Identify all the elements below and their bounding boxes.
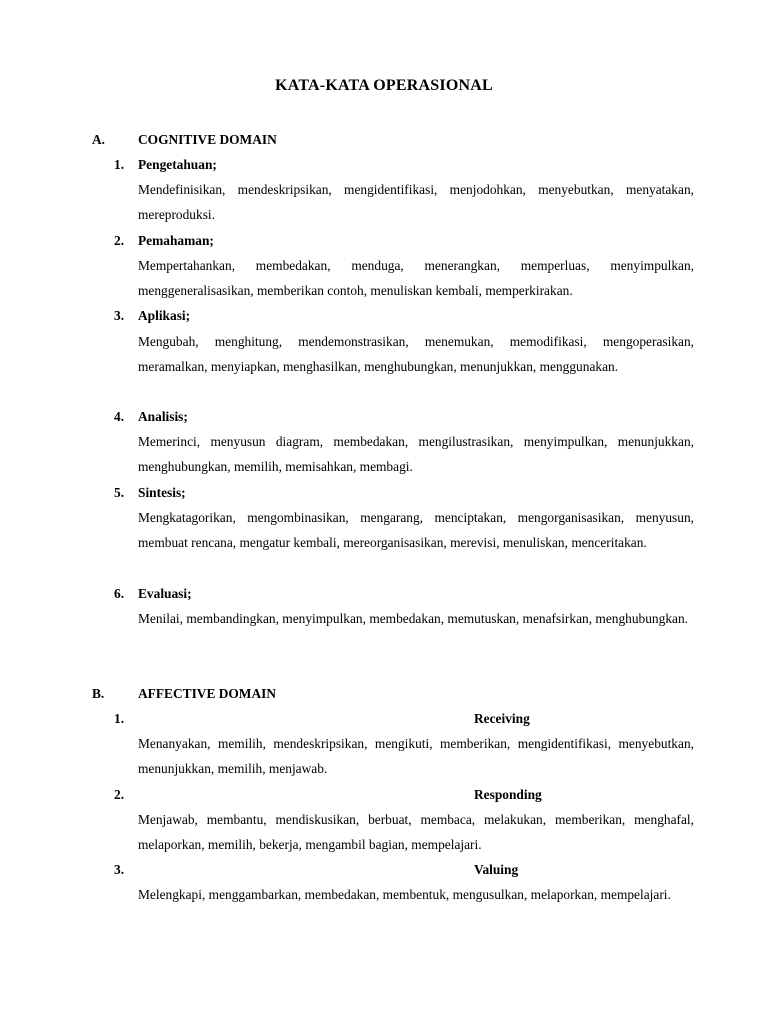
item-number: 3. (114, 862, 125, 877)
item-label: Analisis; (138, 409, 188, 424)
item-description: Menjawab, membantu, mendiskusikan, berbuat, membaca, melakukan, memberikan, menghafal, melaporkan, memilih, bekerja, mengambil bagian, mempelajari. (138, 812, 694, 853)
section-name: COGNITIVE DOMAIN (138, 132, 277, 147)
item-description: Menilai, membandingkan, menyimpulkan, membedakan, memutuskan, menafsirkan, menghubungkan. (138, 611, 689, 626)
item-label: Evaluasi; (138, 586, 192, 601)
item-label: Sintesis; (138, 485, 186, 500)
item-number: 2. (114, 233, 125, 248)
item-description: Memerinci, menyusun diagram, membedakan, mengilustrasikan, menyimpulkan, menunjukkan, menghubungkan, memilih, memisahkan, membagi. (138, 434, 694, 475)
item-description: Melengkapi, menggambarkan, membedakan, membentuk, mengusulkan, melaporkan, mempelajari. (138, 887, 671, 902)
item-number: 4. (114, 409, 125, 424)
section-letter: B. (92, 686, 105, 701)
section-name: AFFECTIVE DOMAIN (138, 686, 276, 701)
item-description: Mengkatagorikan, mengombinasikan, mengarang, menciptakan, mengorganisasikan, menyusun, membuat rencana, mengatur kembali, mereorganisasikan, merevisi, menuliskan, menceritakan. (138, 510, 694, 551)
item-description: Mempertahankan, membedakan, menduga, menerangkan, memperluas, menyimpulkan, menggeneralisasikan, memberikan contoh, menuliskan kembali, memperkirakan. (138, 258, 694, 299)
item-number: 1. (114, 711, 125, 726)
item-number: 2. (114, 787, 125, 802)
item-label: Responding (474, 787, 542, 802)
item-description: Menanyakan, memilih, mendeskripsikan, mengikuti, memberikan, mengidentifikasi, menyebutkan, menunjukkan, memilih, menjawab. (138, 736, 694, 777)
item-number: 5. (114, 485, 125, 500)
item-description: Mendefinisikan, mendeskripsikan, mengidentifikasi, menjodohkan, menyebutkan, menyatakan, mereproduksi. (138, 182, 694, 223)
item-label: Receiving (474, 711, 530, 726)
item-label: Pemahaman; (138, 233, 214, 248)
item-number: 3. (114, 308, 125, 323)
item-description: Mengubah, menghitung, mendemonstrasikan, menemukan, memodifikasi, mengoperasikan, meramalkan, menyiapkan, menghasilkan, menghubungkan, menunjukkan, menggunakan. (138, 334, 694, 375)
item-label: Aplikasi; (138, 308, 191, 323)
section-letter: A. (92, 132, 106, 147)
item-label: Pengetahuan; (138, 157, 217, 172)
document-title: KATA-KATA OPERASIONAL (275, 77, 493, 94)
item-number: 1. (114, 157, 125, 172)
item-label: Valuing (474, 862, 519, 877)
item-number: 6. (114, 586, 125, 601)
